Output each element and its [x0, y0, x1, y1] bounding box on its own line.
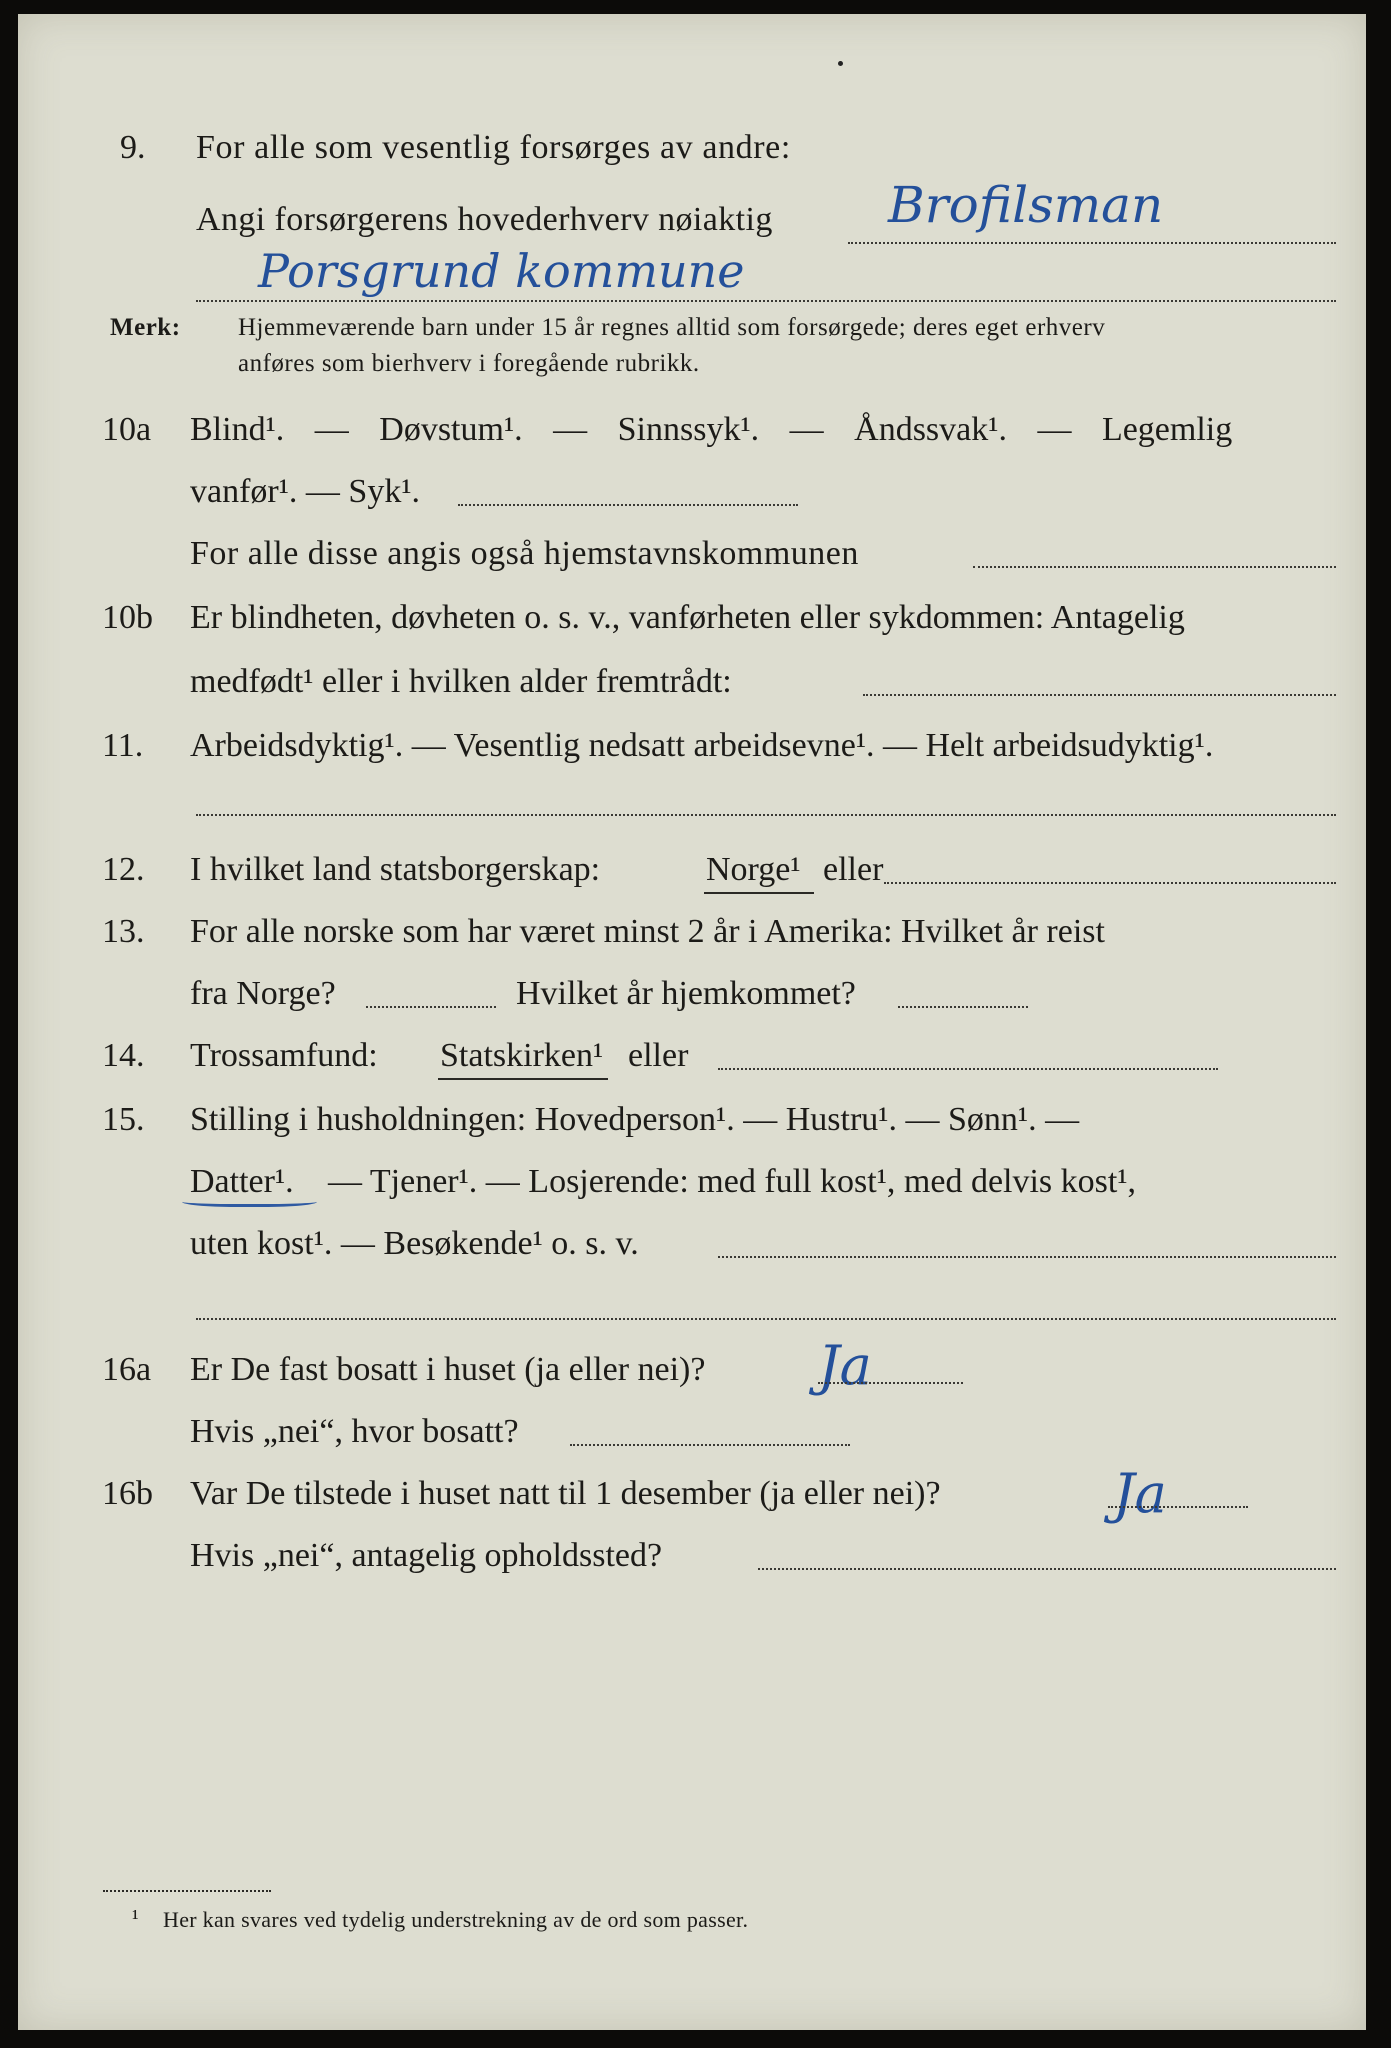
q14-eller: eller — [628, 1037, 689, 1074]
q12-answer-line — [884, 882, 1336, 884]
q16b-opholdssted-answer-line — [758, 1568, 1336, 1570]
q16b-answer-line — [1108, 1506, 1248, 1508]
q10a-line1: Blind¹. — Døvstum¹. — Sinnssyk¹. — Åndssvak¹. — Legemlig — [190, 411, 1233, 448]
q15-answer-line1 — [718, 1256, 1336, 1258]
q13-line1: For alle norske som har været minst 2 år i Amerika: Hvilket år reist — [190, 913, 1105, 950]
q16a-answer-line — [818, 1382, 963, 1384]
q16b-handwritten-answer: Ja — [1113, 1462, 1167, 1525]
q16a-bosatt-answer-line — [570, 1444, 850, 1446]
q14-prefix: Trossamfund: — [190, 1037, 378, 1074]
q16b-line1: Var De tilstede i huset natt til 1 desember (ja eller nei)? — [190, 1475, 941, 1512]
q13-reist-answer-line — [366, 1006, 496, 1008]
q14-number: 14. — [102, 1037, 145, 1074]
q16b-line2: Hvis „nei“, antagelig opholdssted? — [190, 1537, 663, 1574]
q13-number: 13. — [102, 913, 145, 950]
q9-handwritten-municipality: Porsgrund kommune — [258, 244, 745, 298]
q9-answer-line2 — [196, 300, 1336, 302]
footnote-marker: ¹ — [132, 1905, 139, 1930]
q16a-handwritten-answer: Ja — [818, 1334, 872, 1397]
q10b-number: 10b — [102, 599, 153, 636]
merk-line2: anføres som bierhverv i foregående rubrikk. — [238, 350, 700, 377]
q16b-number: 16b — [102, 1475, 153, 1512]
q15-line1: Stilling i husholdningen: Hovedperson¹. — Hustru¹. — Sønn¹. — — [190, 1101, 1080, 1138]
q9-answer-line1 — [848, 242, 1336, 244]
q16a-line1: Er De fast bosatt i huset (ja eller nei)? — [190, 1351, 706, 1388]
q12-norge: Norge¹ — [706, 851, 801, 888]
q10b-line2: medfødt¹ eller i hvilken alder fremtrådt: — [190, 663, 732, 700]
q10a-syk-answer-line — [458, 504, 798, 506]
q12-prefix: I hvilket land statsborgerskap: — [190, 851, 601, 888]
q10a-hjemstavn-answer-line — [973, 566, 1336, 568]
q12-norge-underline — [704, 892, 814, 894]
q12-number: 12. — [102, 851, 145, 888]
census-form-page — [18, 14, 1366, 2030]
q9-number: 9. — [120, 129, 146, 166]
q10a-number: 10a — [102, 411, 152, 448]
q15-line2: — Tjener¹. — Losjerende: med full kost¹, med delvis kost¹, — [328, 1163, 1137, 1200]
q9-handwritten-occupation: Brofilsman — [888, 176, 1164, 234]
q12-eller: eller — [823, 851, 884, 888]
q11-line1: Arbeidsdyktig¹. — Vesentlig nedsatt arbeidsevne¹. — Helt arbeidsudyktig¹. — [190, 727, 1214, 764]
q14-statskirken-underline — [438, 1078, 608, 1080]
q10b-line1: Er blindheten, døvheten o. s. v., vanførheten eller sykdommen: Antagelig — [190, 599, 1185, 636]
q15-datter: Datter¹. — [190, 1163, 294, 1200]
q9-line2: Angi forsørgerens hovederhverv nøiaktig — [196, 201, 773, 238]
footnote-text: Her kan svares ved tydelig understrekning av de ord som passer. — [163, 1907, 749, 1932]
q15-number: 15. — [102, 1101, 145, 1138]
q13-hjemkommet: Hvilket år hjemkommet? — [516, 975, 856, 1012]
merk-label: Merk: — [110, 314, 181, 341]
q9-line1: For alle som vesentlig forsørges av andre: — [196, 129, 791, 166]
q10a-line3: For alle disse angis også hjemstavnskommunen — [190, 535, 859, 572]
q13-reist: fra Norge? — [190, 975, 336, 1012]
q14-statskirken: Statskirken¹ — [440, 1037, 604, 1074]
footnote-rule — [103, 1890, 271, 1892]
q15-answer-line2 — [196, 1318, 1336, 1320]
q10a-line2: vanfør¹. — Syk¹. — [190, 473, 421, 510]
q13-hjemkommet-answer-line — [898, 1006, 1028, 1008]
q15-line3: uten kost¹. — Besøkende¹ o. s. v. — [190, 1225, 639, 1262]
merk-line1: Hjemmeværende barn under 15 år regnes alltid som forsørgede; deres eget erhverv — [238, 314, 1106, 341]
q16a-number: 16a — [102, 1351, 152, 1388]
ink-speck — [838, 61, 843, 66]
q11-answer-line — [196, 814, 1336, 816]
q10b-answer-line — [863, 694, 1336, 696]
q11-number: 11. — [102, 727, 144, 764]
q14-answer-line — [718, 1068, 1218, 1070]
q16a-line2: Hvis „nei“, hvor bosatt? — [190, 1413, 519, 1450]
q15-datter-handwritten-underline — [182, 1194, 317, 1207]
